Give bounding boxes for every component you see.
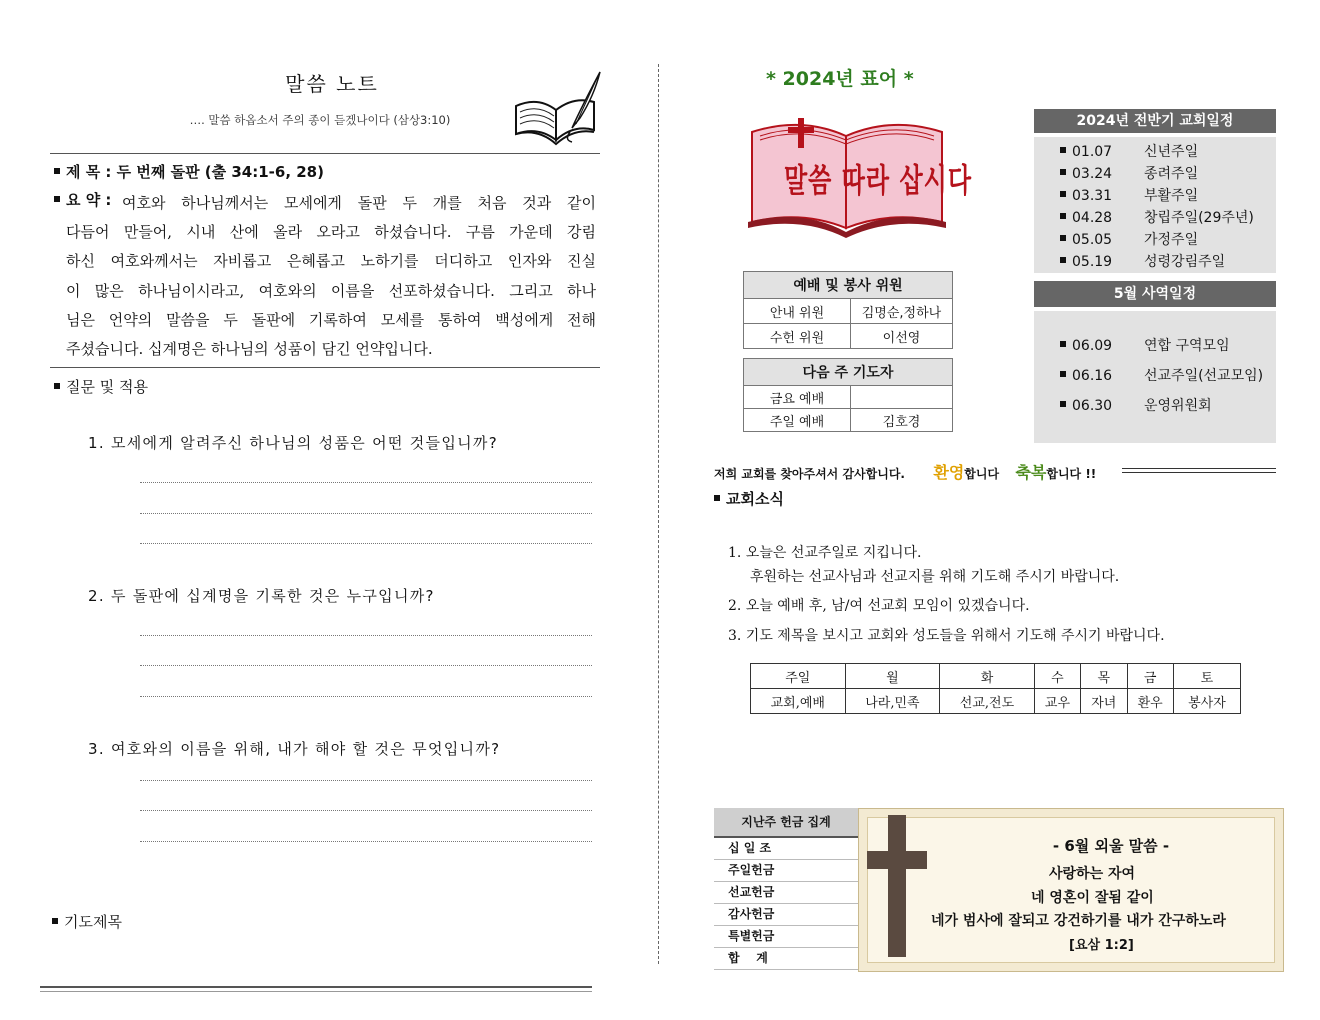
schedule-event: 창립주일(29주년) xyxy=(1144,210,1254,226)
bullet-square-icon xyxy=(714,495,720,501)
bullet-square-icon xyxy=(54,196,60,202)
bullet-square-icon xyxy=(1060,235,1066,241)
answer-line[interactable] xyxy=(140,780,592,781)
news-item: 후원하는 선교사님과 선교지를 위해 기도해 주시기 바랍니다. xyxy=(750,569,1120,585)
ministry-item xyxy=(1034,335,1276,365)
welcome-prefix: 저희 교회를 찾아주셔서 감사합니다. xyxy=(714,467,905,481)
question-1: 1. 모세에게 알려주신 하나님의 성품은 어떤 것들입니까? xyxy=(88,434,498,452)
schedule-item xyxy=(1034,141,1276,163)
verse-reference: [요삼 1:2] xyxy=(1069,938,1134,953)
bullet-square-icon xyxy=(54,168,60,174)
summary-line: 여호와 하나님께서는 모세에게 돌판 두 개를 처음 것과 같이 xyxy=(122,194,596,212)
welcome-word-1: 환영 xyxy=(933,463,965,482)
schedule-item xyxy=(1034,251,1276,273)
sermon-title-row xyxy=(54,161,324,182)
prayer-service: 금요 예배 xyxy=(744,386,851,409)
offering-list xyxy=(714,838,858,970)
schedule-event: 가정주일 xyxy=(1144,232,1199,248)
news-item: 3. 기도 제목을 보시고 교회와 성도들을 위해서 기도해 주시기 바랍니다. xyxy=(728,628,1165,644)
answer-line[interactable] xyxy=(140,696,592,697)
service-role: 안내 위원 xyxy=(744,299,851,324)
news-list xyxy=(728,542,1165,655)
summary-label: 요 약 : xyxy=(66,191,112,209)
schedule-date: 04.28 xyxy=(1072,210,1113,226)
schedule-date: 03.24 xyxy=(1072,166,1113,182)
questions-heading xyxy=(54,376,148,397)
ministry-list xyxy=(1034,311,1276,425)
schedule-date: 03.31 xyxy=(1072,188,1113,204)
week-day-cell: 화 xyxy=(940,664,1035,689)
welcome-word-2: 축복 xyxy=(1015,463,1047,482)
verse-line-1: 사랑하는 자여 xyxy=(1049,866,1136,882)
week-topic-cell: 환우 xyxy=(1127,689,1173,714)
schedule-item xyxy=(1034,229,1276,251)
welcome-mid: 합니다 xyxy=(964,467,1000,481)
bullet-square-icon xyxy=(1060,257,1066,263)
week-days-row xyxy=(751,664,1241,689)
questions-heading-label: 질문 및 적용 xyxy=(66,378,148,396)
page-fold-divider xyxy=(658,64,659,964)
cross-icon xyxy=(863,811,929,961)
week-topic-cell: 나라,민족 xyxy=(845,689,940,714)
service-names: 이선영 xyxy=(851,324,953,349)
summary-line: 다듬어 만들어, 시내 산에 올라 오라고 하셨습니다. 구름 가운데 강림 xyxy=(66,223,596,242)
schedule-item xyxy=(1034,185,1276,207)
ministry-event: 선교주일(선교모임) xyxy=(1144,368,1264,384)
prayer-name: 김호경 xyxy=(851,409,953,432)
bullet-square-icon xyxy=(1060,341,1066,347)
summary-line: 주셨습니다. 십계명은 하나님의 성품이 담긴 언약입니다. xyxy=(66,340,433,359)
footer-double-rule xyxy=(40,986,592,992)
schedule-list xyxy=(1034,137,1276,273)
service-role: 수헌 위원 xyxy=(744,324,851,349)
welcome-suffix: 합니다 !! xyxy=(1046,467,1097,481)
answer-line[interactable] xyxy=(140,482,592,483)
offering-item: 합 계 xyxy=(714,948,858,970)
schedule-date: 01.07 xyxy=(1072,144,1113,160)
summary-text xyxy=(66,189,596,364)
ministry-date: 06.16 xyxy=(1072,368,1113,384)
ministry-date: 06.30 xyxy=(1072,398,1113,414)
welcome-double-rule xyxy=(1122,468,1276,473)
schedule-header: 2024년 전반기 교회일정 xyxy=(1034,109,1276,133)
week-topics-row xyxy=(751,689,1241,714)
prayer-name xyxy=(851,386,953,409)
prayer-service: 주일 예배 xyxy=(744,409,851,432)
motto-title: * 2024년 표어 * xyxy=(766,68,914,90)
weekly-prayer-table xyxy=(750,663,1241,714)
ministry-event: 연합 구역모임 xyxy=(1144,338,1230,354)
news-item: 2. 오늘 예배 후, 남/여 선교회 모임이 있겠습니다. xyxy=(728,598,1030,614)
motto-banner-text: 말씀 따라 삽시다 xyxy=(784,161,972,200)
schedule-date: 05.05 xyxy=(1072,232,1113,248)
page-title: 말씀 노트 xyxy=(285,72,379,96)
week-day-cell: 토 xyxy=(1173,664,1240,689)
service-names: 김명순,정하나 xyxy=(851,299,953,324)
offering-item: 주일헌금 xyxy=(714,860,858,882)
offering-header: 지난주 헌금 집계 xyxy=(714,808,858,838)
week-topic-cell: 교우 xyxy=(1034,689,1080,714)
ministry-item xyxy=(1034,395,1276,425)
answer-line[interactable] xyxy=(140,635,592,636)
ministry-event: 운영위원회 xyxy=(1144,398,1212,414)
page-subtitle: …. 말씀 하옵소서 주의 종이 듣겠나이다 (삼상3:10) xyxy=(189,113,451,127)
week-day-cell: 수 xyxy=(1034,664,1080,689)
summary-line: 하신 여호와께서는 자비롭고 은혜롭고 노하기를 더디하고 인자와 진실 xyxy=(66,252,596,271)
divider-top xyxy=(50,153,600,154)
verse-line-3: 네가 범사에 잘되고 강건하기를 내가 간구하노라 xyxy=(931,913,1226,929)
sermon-title: 두 번째 돌판 (출 34:1-6, 28) xyxy=(116,163,324,181)
bullet-square-icon xyxy=(1060,401,1066,407)
offering-item: 감사헌금 xyxy=(714,904,858,926)
offering-item: 선교헌금 xyxy=(714,882,858,904)
week-day-cell: 주일 xyxy=(751,664,846,689)
schedule-event: 부활주일 xyxy=(1144,188,1199,204)
bullet-square-icon xyxy=(52,918,58,924)
offering-table xyxy=(714,808,858,970)
week-topic-cell: 교회,예배 xyxy=(751,689,846,714)
prayer-leader-table xyxy=(743,358,953,432)
week-topic-cell: 봉사자 xyxy=(1173,689,1240,714)
schedule-item xyxy=(1034,163,1276,185)
service-table xyxy=(743,271,953,349)
answer-line[interactable] xyxy=(140,841,592,842)
week-day-cell: 월 xyxy=(845,664,940,689)
ministry-item xyxy=(1034,365,1276,395)
news-heading xyxy=(714,488,784,509)
verse-title: - 6월 외울 말씀 - xyxy=(1052,837,1170,855)
schedule-date: 05.19 xyxy=(1072,254,1113,270)
bullet-square-icon xyxy=(1060,371,1066,377)
bullet-square-icon xyxy=(1060,169,1066,175)
answer-line[interactable] xyxy=(140,543,592,544)
week-day-cell: 목 xyxy=(1081,664,1127,689)
prayer-heading xyxy=(52,911,122,932)
verse-card xyxy=(858,808,1284,972)
question-3: 3. 여호와의 이름을 위해, 내가 해야 할 것은 무엇입니까? xyxy=(88,740,501,758)
answer-line[interactable] xyxy=(140,513,592,514)
summary-line: 이 많은 하나님이시라고, 여호와의 이름을 선포하셨습니다. 그리고 하나 xyxy=(66,281,596,300)
bullet-square-icon xyxy=(54,383,60,389)
news-heading-label: 교회소식 xyxy=(726,490,784,508)
divider-mid xyxy=(50,367,600,368)
schedule-event: 종려주일 xyxy=(1144,166,1199,182)
ministry-header: 5월 사역일정 xyxy=(1034,281,1276,307)
welcome-line xyxy=(714,460,1096,483)
service-table-header: 예배 및 봉사 위원 xyxy=(744,272,953,299)
week-day-cell: 금 xyxy=(1127,664,1173,689)
week-topic-cell: 자녀 xyxy=(1081,689,1127,714)
offering-item: 특별헌금 xyxy=(714,926,858,948)
answer-line[interactable] xyxy=(140,810,592,811)
question-2: 2. 두 돌판에 십계명을 기록한 것은 누구입니까? xyxy=(88,587,435,605)
schedule-item xyxy=(1034,207,1276,229)
bullet-square-icon xyxy=(1060,147,1066,153)
prayer-heading-label: 기도제목 xyxy=(64,913,122,931)
answer-line[interactable] xyxy=(140,665,592,666)
summary-line: 님은 언약의 말씀을 두 돌판에 기록하여 모세를 통하여 백성에게 전해 xyxy=(66,310,596,329)
verse-line-2: 네 영혼이 잘됨 같이 xyxy=(1031,890,1154,906)
open-book-quill-icon xyxy=(510,66,606,146)
schedule-event: 성령강림주일 xyxy=(1144,254,1226,270)
bullet-square-icon xyxy=(1060,213,1066,219)
bullet-square-icon xyxy=(1060,191,1066,197)
sermon-title-label: 제 목 : xyxy=(66,163,112,181)
week-topic-cell: 선교,전도 xyxy=(940,689,1035,714)
offering-item: 십 일 조 xyxy=(714,838,858,860)
ministry-box xyxy=(1034,311,1276,443)
schedule-event: 신년주일 xyxy=(1144,144,1199,160)
ministry-date: 06.09 xyxy=(1072,338,1113,354)
schedule-box xyxy=(1034,137,1276,273)
news-item: 1. 오늘은 선교주일로 지킵니다. xyxy=(728,545,922,561)
prayer-leader-header: 다음 주 기도자 xyxy=(744,359,953,386)
